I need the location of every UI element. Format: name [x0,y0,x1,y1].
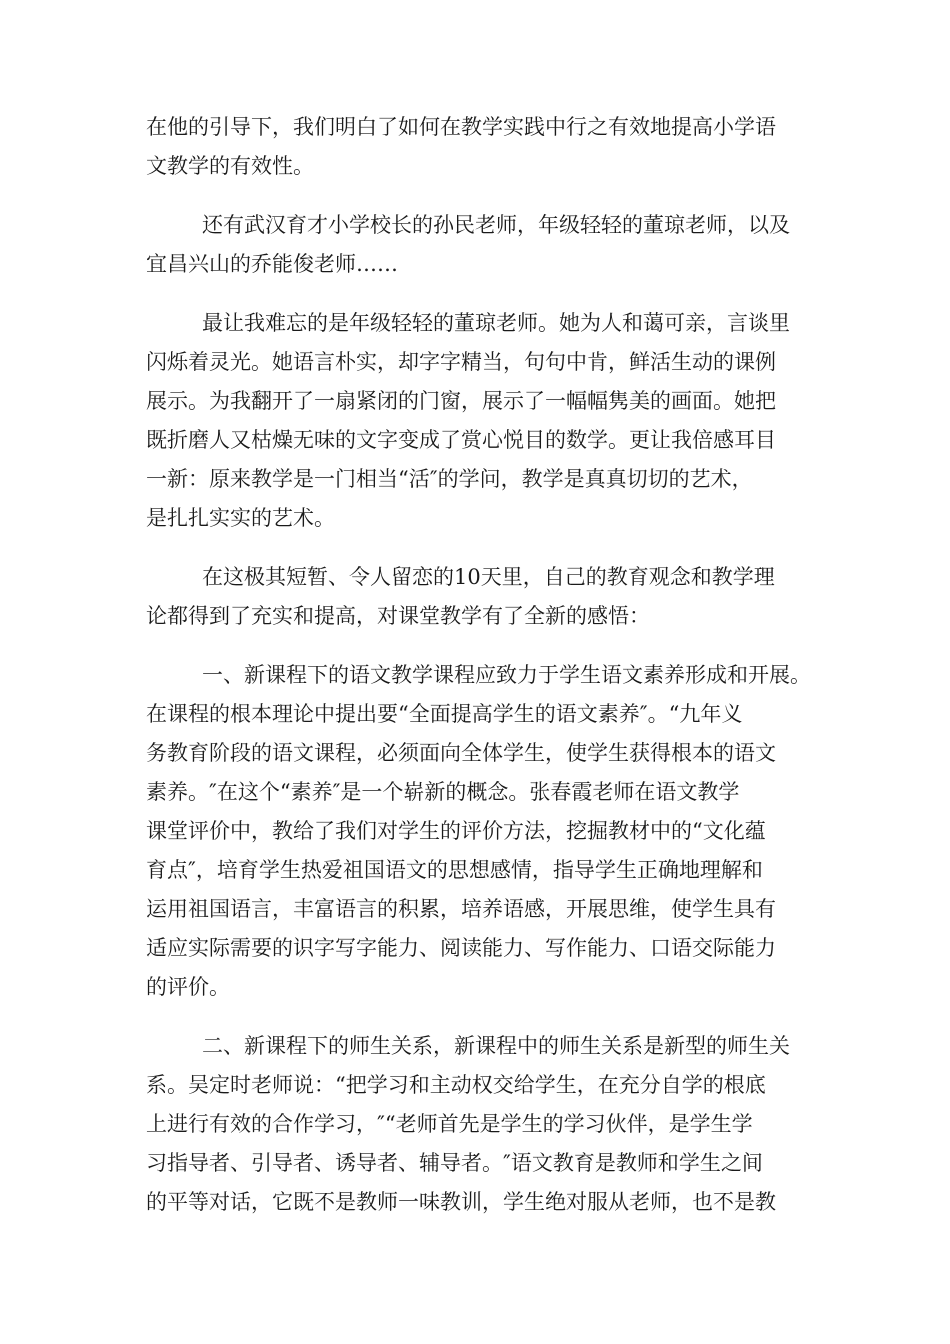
document-body [146,108,811,1242]
text-line: 在他的引导下，我们明白了如何在教学实践中行之有效地提高小学语 [146,115,776,139]
text-line: 运用祖国语言，丰富语言的积累，培养语感，开展思维，使学生具有 [146,897,776,921]
text-line: 还有武汉育才小学校长的孙民老师，年级轻轻的董琼老师，以及 [202,213,790,237]
text-line: 文教学的有效性。 [146,154,314,178]
text-line: 系。吴定时老师说：“把学习和主动权交给学生，在充分自学的根底 [146,1073,766,1097]
paragraph-4 [146,558,806,636]
paragraph-6 [146,1027,806,1222]
text-line: 习指导者、引导者、诱导者、辅导者。″语文教育是教师和学生之间 [146,1151,763,1175]
text-line: 既折磨人又枯燥无味的文字变成了赏心悦目的数学。更让我倍感耳目 [146,428,776,452]
text-line: 的评价。 [146,975,230,999]
text-line: 展示。为我翻开了一扇紧闭的门窗，展示了一幅幅隽美的画面。她把 [146,389,776,413]
text-line: 上进行有效的合作学习，″“老师首先是学生的学习伙伴，是学生学 [146,1112,753,1136]
text-line: 宜昌兴山的乔能俊老师…… [146,252,398,276]
paragraph-2 [146,206,806,284]
text-line: 闪烁着灵光。她语言朴实，却字字精当，句句中肯，鲜活生动的课例 [146,350,776,374]
paragraph-5 [146,656,811,1007]
text-line: 一新：原来教学是一门相当“活″的学问，教学是真真切切的艺术， [146,467,753,491]
text-line: 务教育阶段的语文课程，必须面向全体学生，使学生获得根本的语文 [146,741,776,765]
text-line: 最让我难忘的是年级轻轻的董琼老师。她为人和蔼可亲，言谈里 [202,311,790,335]
text-line: 在课程的根本理论中提出要“全面提高学生的语文素养″。“九年义 [146,702,743,726]
text-line: 素养。″在这个“素养″是一个崭新的概念。张春霞老师在语文教学 [146,780,740,804]
text-line: 论都得到了充实和提高，对课堂教学有了全新的感悟： [146,604,650,628]
text-line: 二、新课程下的师生关系，新课程中的师生关系是新型的师生关 [202,1034,790,1058]
text-line: 一、新课程下的语文教学课程应致力于学生语文素养形成和开展。 [202,663,811,687]
text-line: 适应实际需要的识字写字能力、阅读能力、写作能力、口语交际能力 [146,936,776,960]
paragraph-1 [146,108,806,186]
text-line: 课堂评价中，教给了我们对学生的评价方法，挖掘教材中的“文化蕴 [146,819,766,843]
text-line: 育点″，培育学生热爱祖国语文的思想感情，指导学生正确地理解和 [146,858,763,882]
text-line: 在这极其短暂、令人留恋的10天里，自己的教育观念和教学理 [202,565,775,589]
text-line: 的平等对话，它既不是教师一味教训，学生绝对服从老师，也不是教 [146,1190,776,1214]
text-line: 是扎扎实实的艺术。 [146,506,335,530]
paragraph-3 [146,304,806,538]
